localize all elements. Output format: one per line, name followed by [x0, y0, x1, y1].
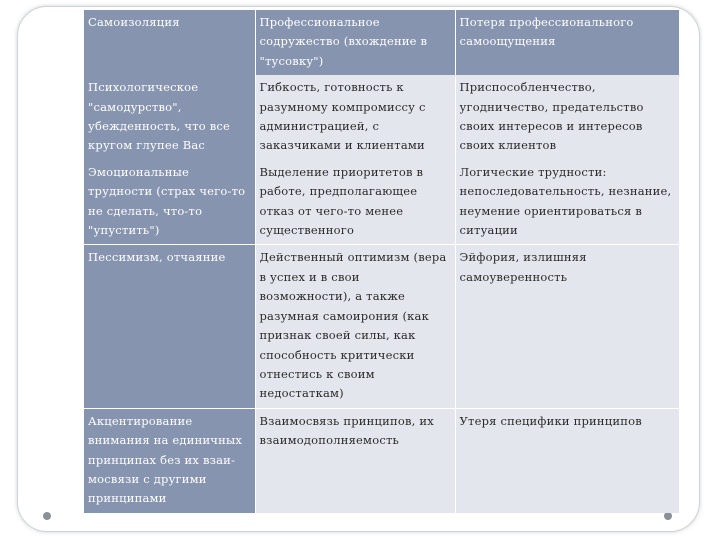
- row-4-col-1-cell: Акцентирование внимания на единичных принципах без их взаи-мосвязи с другими принципами: [84, 408, 255, 513]
- row-0-col-1-cell: Самоизоляция: [84, 10, 255, 75]
- row-2-col-2-cell: Выделение приоритетов в работе, предполагающее отказ от чего-то менее существенного: [255, 160, 455, 245]
- comparison-table: [84, 10, 679, 513]
- right-corner-dot: [664, 512, 672, 520]
- table-row: [84, 408, 679, 513]
- row-3-col-2-cell: Действенный оптимизм (вера в успех и в свои возможности), а также разумная самоирония (как признак своей силы, как способность критически отнестись к своим недостаткам): [255, 245, 455, 408]
- row-0-col-3-cell: Потеря профессионального самоощущения: [455, 10, 679, 75]
- row-2-col-1-cell: Эмоциональные трудности (страх чего-то не сделать, что-то "упустить"): [84, 160, 255, 245]
- row-3-col-3-cell: Эйфория, излишняя самоуверенность: [455, 245, 679, 408]
- row-1-col-2-cell: Гибкость, готовность к разумному компромиссу с администрацией, с заказчиками и клиентами: [255, 75, 455, 160]
- left-corner-dot: [43, 512, 51, 520]
- row-2-col-3-cell: Логические трудности: непоследовательность, незнание, неумение ориентироваться в ситуации: [455, 160, 679, 245]
- table-row: [84, 10, 679, 75]
- row-1-col-1-cell: Психологическое "самодурство", убежденность, что все кругом глупее Вас: [84, 75, 255, 160]
- row-3-col-1-cell: Пессимизм, отчаяние: [84, 245, 255, 408]
- table-row: [84, 75, 679, 160]
- row-4-col-3-cell: Утеря специфики принципов: [455, 408, 679, 513]
- table-row: [84, 160, 679, 245]
- row-1-col-3-cell: Приспособленчество, угодничество, предательство своих интересов и интересов своих клиентов: [455, 75, 679, 160]
- row-0-col-2-cell: Профессиональное содружество (вхождение в "тусовку"): [255, 10, 455, 75]
- table-row: [84, 245, 679, 408]
- row-4-col-2-cell: Взаимосвязь принципов, их взаимодополняемость: [255, 408, 455, 513]
